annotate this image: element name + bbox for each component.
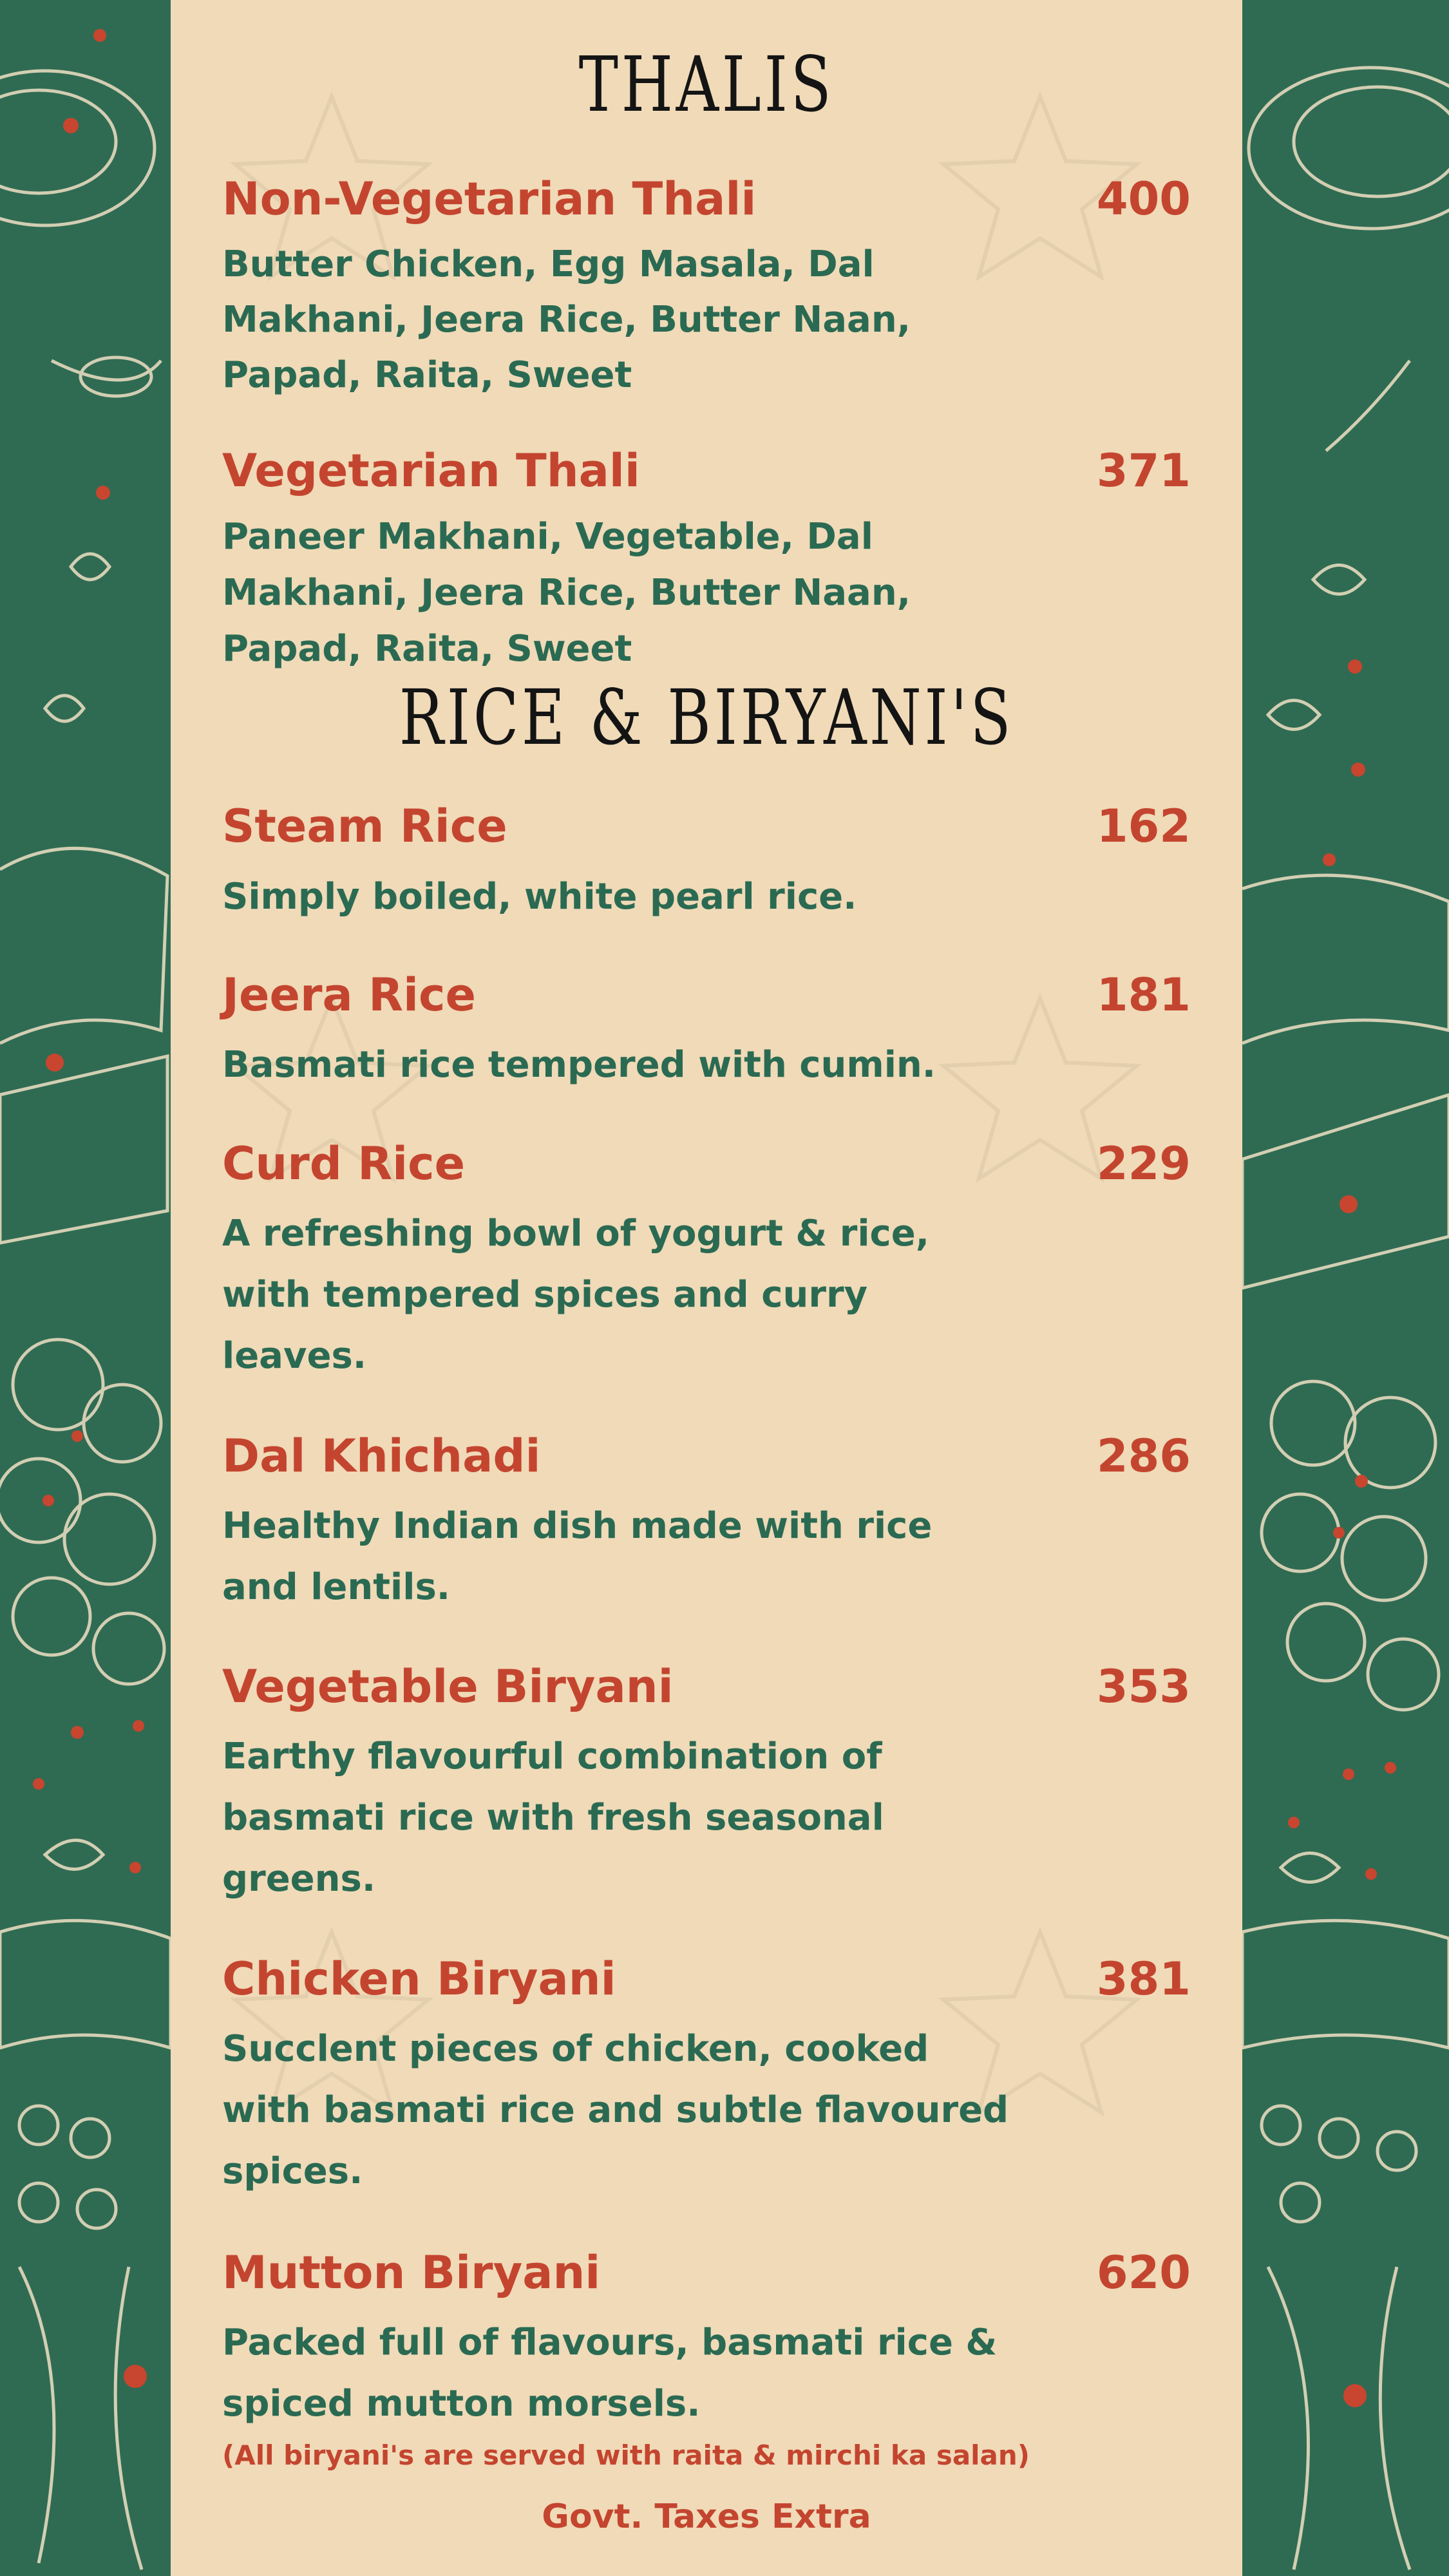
item-price: 181 [1096,969,1191,1021]
item-description: Paneer Makhani, Vegetable, Dal Makhani, Jeera Rice, Butter Naan, Papad, Raita, Sweet [222,516,911,670]
item-price: 381 [1096,1953,1191,2005]
food-sketch-illustration [0,0,171,2576]
item-name: Curd Rice [222,1137,466,1190]
item-price: 371 [1096,444,1191,497]
item-name: Steam Rice [222,800,507,853]
item-name: Vegetable Biryani [222,1660,674,1713]
item-price: 286 [1096,1430,1191,1482]
item-price: 229 [1096,1137,1191,1190]
item-description: Succlent pieces of chicken, cooked with basmati rice and subtle flavoured spices. [222,2028,1009,2192]
item-description: Basmati rice tempered with cumin. [222,1044,936,1086]
item-name: Jeera Rice [222,969,476,1021]
left-decorative-border [0,0,171,2576]
item-price: 353 [1096,1660,1191,1713]
item-name: Vegetarian Thali [222,444,640,497]
section-heading-thalis: THALIS [578,40,835,129]
item-name: Mutton Biryani [222,2246,601,2299]
taxes-footer: Govt. Taxes Extra [542,2497,871,2536]
item-name: Dal Khichadi [222,1430,541,1482]
item-price: 400 [1096,173,1191,225]
item-description: Earthy flavourful combination of basmati rice with fresh seasonal greens. [222,1736,884,1900]
item-name: Chicken Biryani [222,1953,616,2005]
food-sketch-illustration [1242,0,1449,2576]
item-price: 620 [1096,2246,1191,2299]
item-description: Simply boiled, white pearl rice. [222,876,857,918]
item-price: 162 [1096,800,1191,853]
item-description: Butter Chicken, Egg Masala, Dal Makhani, Jeera Rice, Butter Naan, Papad, Raita, Sweet [222,243,911,396]
item-name: Non-Vegetarian Thali [222,173,757,225]
right-decorative-border [1242,0,1449,2576]
menu-panel [171,0,1242,2576]
item-description: A refreshing bowl of yogurt & rice, with tempered spices and curry leaves. [222,1213,929,1377]
section-heading-rice-biryani: RICE & BIRYANI'S [399,673,1014,762]
biryani-note: (All biryani's are served with raita & mirchi ka salan) [222,2439,1030,2471]
item-description: Packed full of flavours, basmati rice & spiced mutton morsels. [222,2322,998,2425]
item-description: Healthy Indian dish made with rice and lentils. [222,1505,933,1608]
